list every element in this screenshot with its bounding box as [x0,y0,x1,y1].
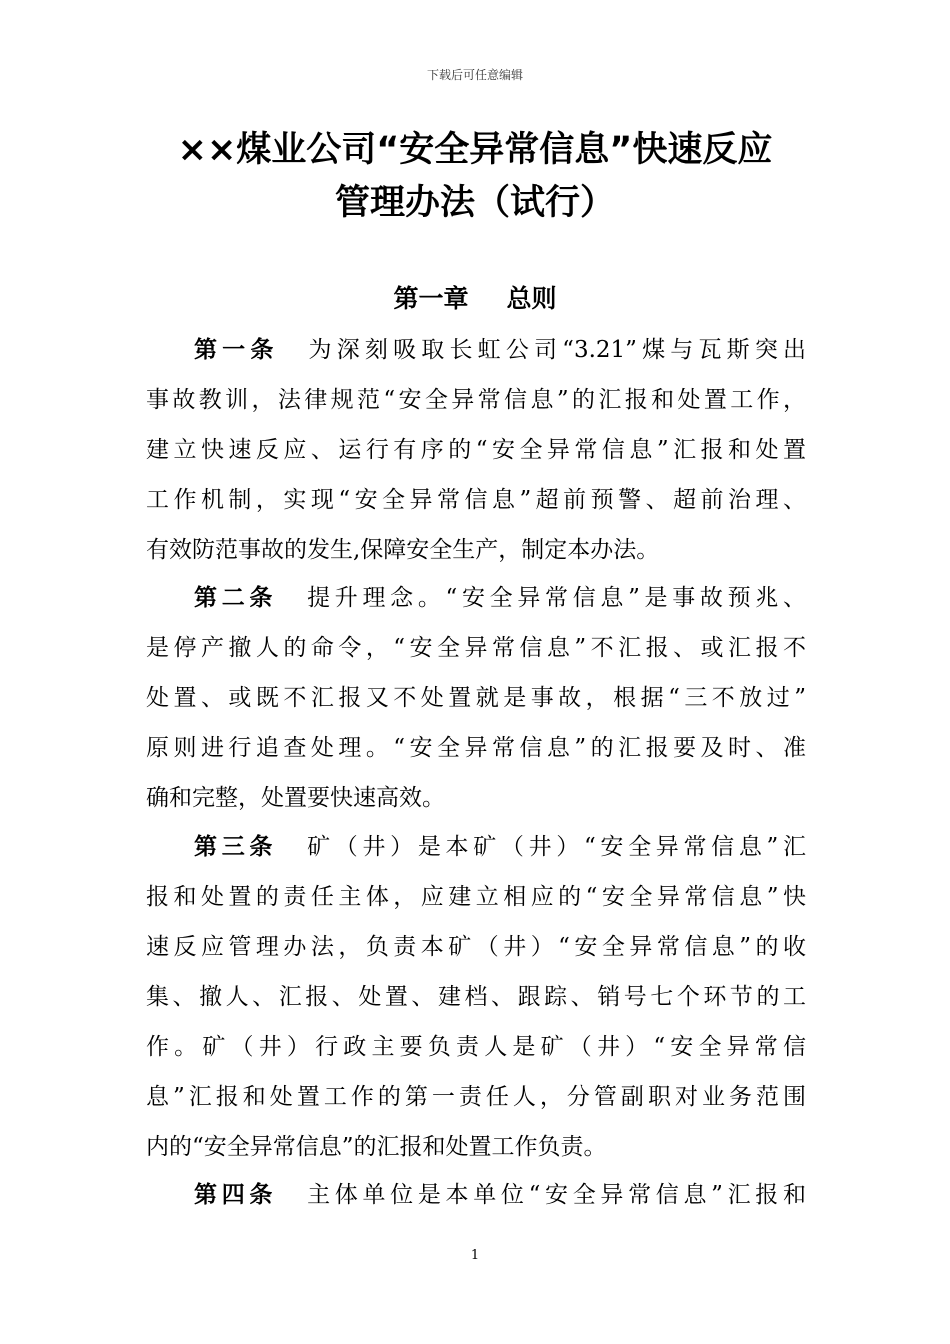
chapter-number: 第一章 [393,284,469,313]
document-title-line-2: 管理办法（试行） [334,183,615,223]
article-line: 作。矿（井）行政主要负责人是矿（井）“安全异常信 [146,1034,806,1060]
page-number: 1 [470,1248,480,1263]
article-line: 内的“安全异常信息”的汇报和处置工作负责。 [146,1134,607,1160]
article-1 [146,325,806,575]
article-line: 第一条 为深刻吸取长虹公司“3.21”煤与瓦斯突出 [194,337,806,363]
article-label: 第一条 [194,337,279,363]
article-line: 事故教训，法律规范“安全异常信息”的汇报和处置工作， [146,387,806,413]
header-note: 下载后可任意编辑 [426,68,523,82]
article-line: 第二条 提升理念。“安全异常信息”是事故预兆、 [194,585,806,611]
article-line: 确和完整，处置要快速高效。 [146,785,445,811]
article-4 [146,1170,806,1220]
chapter-name: 总则 [506,284,557,313]
article-line: 建立快速反应、运行有序的“安全异常信息”汇报和处置 [146,437,806,463]
article-line: 处置、或既不汇报又不处置就是事故，根据“三不放过” [146,685,806,711]
article-line: 是停产撤人的命令，“安全异常信息”不汇报、或汇报不 [146,635,806,661]
article-line: 工作机制，实现“安全异常信息”超前预警、超前治理、 [146,487,806,513]
article-line: 速反应管理办法，负责本矿（井）“安全异常信息”的收 [146,934,806,960]
article-line: 第三条 矿（井）是本矿（井）“安全异常信息”汇 [194,834,806,860]
article-label: 第二条 [194,585,278,611]
article-line: 报和处置的责任主体，应建立相应的“安全异常信息”快 [146,884,806,910]
article-line: 集、撤人、汇报、处置、建档、跟踪、销号七个环节的工 [146,984,806,1010]
article-2 [146,573,806,823]
chapter-heading [0,284,950,314]
article-line: 原则进行追查处理。“安全异常信息”的汇报要及时、准 [146,735,806,761]
article-3 [146,822,806,1172]
article-line: 息”汇报和处置工作的第一责任人，分管副职对业务范围 [146,1084,806,1110]
article-line: 第四条 主体单位是本单位“安全异常信息”汇报和 [194,1182,806,1208]
article-label: 第四条 [194,1182,278,1208]
document-title-line-1: ××煤业公司“安全异常信息”快速反应 [177,130,773,170]
article-line: 有效防范事故的发生,保障安全生产，制定本办法。 [146,537,660,563]
article-label: 第三条 [194,834,278,860]
